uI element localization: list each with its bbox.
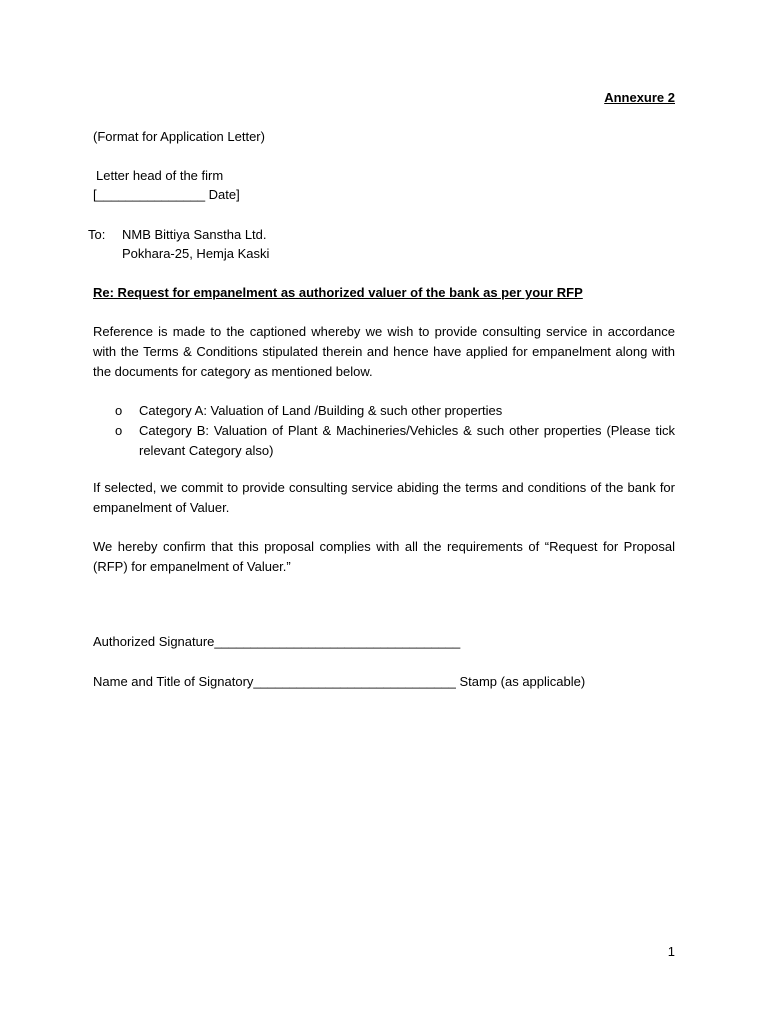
paragraph-confirmation: We hereby confirm that this proposal complies with all the requirements of “Request for Proposal (RFP) for empanelment of Valuer.” (93, 539, 675, 574)
recipient-name: NMB Bittiya Sanstha Ltd. (122, 227, 267, 242)
bullet-marker: o (115, 403, 123, 418)
paragraph-reference: Reference is made to the captioned whereby we wish to provide consulting service in accordance with the Terms & Conditions stipulated therein and hence have applied for empanelment along with the documents for category as mentioned below. (93, 324, 675, 379)
category-b-text: Category B: Valuation of Plant & Machineries/Vehicles & such other properties (Please tick relevant Category also) (139, 423, 675, 458)
annexure-label: Annexure 2 (604, 90, 675, 105)
list-item (93, 421, 675, 461)
to-label: To: (88, 227, 106, 242)
date-line: [_______________ Date] (93, 187, 240, 202)
format-note: (Format for Application Letter) (93, 129, 265, 144)
category-a-text: Category A: Valuation of Land /Building & such other properties (139, 403, 503, 418)
subject-line: Re: Request for empanelment as authorized valuer of the bank as per your RFP (93, 285, 583, 300)
page-number: 1 (667, 944, 675, 959)
list-item (93, 401, 675, 421)
signature-line: Authorized Signature__________________________________ (93, 634, 461, 649)
category-list (93, 401, 675, 461)
bullet-marker: o (115, 423, 123, 438)
name-title-line: Name and Title of Signatory____________________________ Stamp (as applicable) (93, 674, 586, 689)
recipient-address: Pokhara-25, Hemja Kaski (122, 246, 270, 261)
paragraph-commitment: If selected, we commit to provide consulting service abiding the terms and conditions of the bank for empanelment of Valuer. (93, 480, 675, 515)
letterhead-text: Letter head of the firm (96, 168, 224, 183)
